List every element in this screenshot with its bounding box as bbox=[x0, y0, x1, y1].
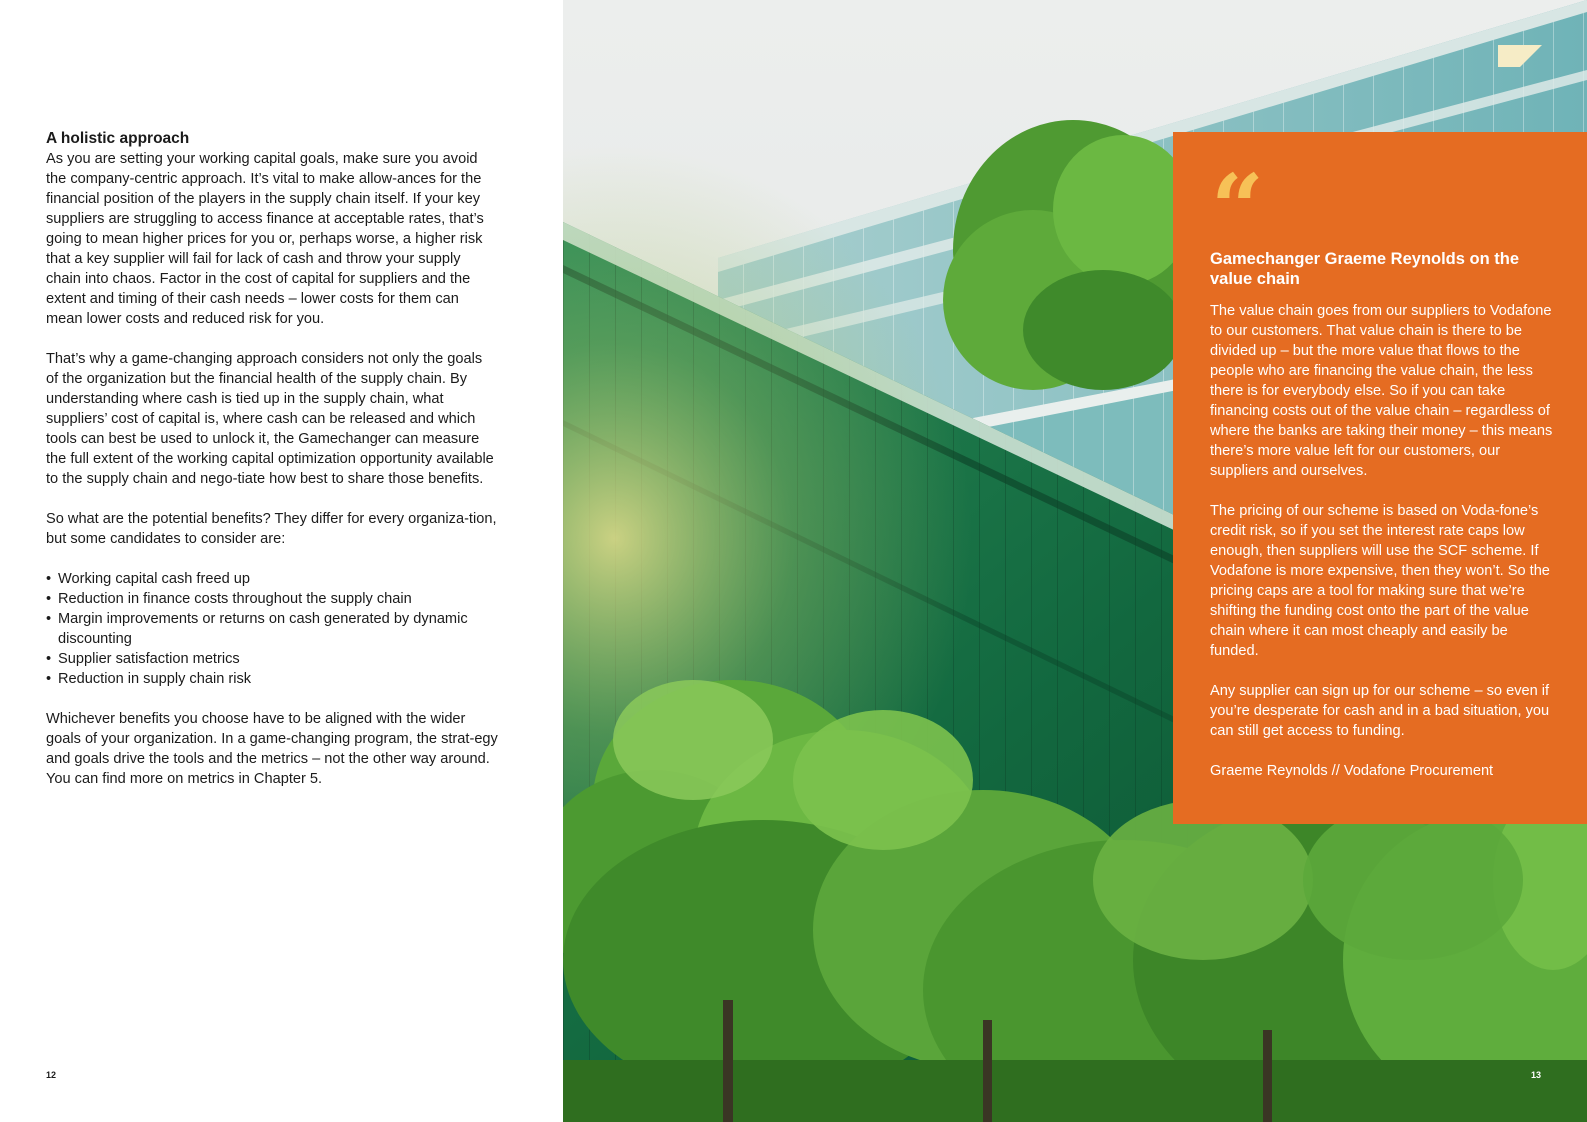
list-item: • Supplier satisfaction metrics bbox=[46, 649, 498, 669]
quote-mark-icon: “ bbox=[1211, 154, 1264, 262]
quote-paragraph: Any supplier can sign up for our scheme – so even if you’re desperate for cash and in a bad situation, you can still get access to funding. bbox=[1210, 683, 1550, 739]
quote-body bbox=[1210, 249, 1560, 801]
list-item: • Margin improvements or returns on cash generated by dynamic discounting bbox=[46, 609, 498, 649]
paragraph-closing: Whichever benefits you choose have to be aligned with the wider goals of your organization. In a game-changing program, the strat-egy and goals drive the tools and the metrics – not the other way around. You can find more on metrics in Chapter 5. bbox=[46, 711, 498, 787]
page-number-left: 12 bbox=[46, 1070, 57, 1080]
quote-paragraph: The value chain goes from our suppliers to Vodafone to our customers. That value chain is there to be divided up – but the more value that flows to the people who are financing the value chain, the less there is for everybody else. So if you can take financing costs out of the value chain – regardless of where the banks are taking their money – this means there’s more value left for our customers, our suppliers and ourselves. bbox=[1210, 303, 1553, 479]
paragraph-benefits-intro: So what are the potential benefits? They differ for every organiza-tion, but some candidates to consider are: bbox=[46, 511, 497, 547]
corner-tab-icon bbox=[1498, 45, 1542, 67]
page-number-right: 13 bbox=[1531, 1070, 1542, 1080]
quote-attribution: Graeme Reynolds // Vodafone Procurement bbox=[1210, 763, 1494, 779]
quote-title: Gamechanger Graeme Reynolds on the value chain bbox=[1210, 250, 1520, 288]
left-page bbox=[0, 0, 563, 1122]
list-item: • Working capital cash freed up bbox=[46, 569, 498, 589]
quote-panel bbox=[1173, 132, 1587, 824]
paragraph-intro: As you are setting your working capital goals, make sure you avoid the company-centric approach. It’s vital to make allow-ances for the financial position of the players in the supply chain itself. If your key suppliers are struggling to access finance at acceptable rates, that’s going to mean higher prices for you or, perhaps worse, a higher risk that a key supplier will fail for lack of cash and throw your supply chain into chaos. Factor in the cost of capital for suppliers and the extent and timing of their cash needs – lower costs for them can mean lower costs and reduced risk for you. bbox=[46, 151, 484, 327]
section-heading: A holistic approach bbox=[46, 130, 190, 147]
article-body bbox=[46, 129, 498, 809]
paragraph-approach: That’s why a game-changing approach considers not only the goals of the organization but the financial health of the supply chain. By understanding where cash is tied up in the supply chain, what suppliers’ cost of capital is, where cash can be released and which tools can best be used to unlock it, the Gamechanger can measure the full extent of the working capital optimization opportunity available to the supply chain and nego-tiate how best to share those benefits. bbox=[46, 351, 494, 487]
list-item: • Reduction in finance costs throughout the supply chain bbox=[46, 589, 498, 609]
benefits-list bbox=[46, 569, 498, 689]
quote-paragraph: The pricing of our scheme is based on Voda-fone’s credit risk, so if you set the interest rate caps low enough, then suppliers will use the SCF scheme. If Vodafone is more expensive, then they won’t. So the pricing caps are a tool for making sure that we’re shifting the funding cost onto the part of the value chain where it can most cheaply and easily be funded. bbox=[1210, 503, 1550, 659]
list-item: • Reduction in supply chain risk bbox=[46, 669, 498, 689]
